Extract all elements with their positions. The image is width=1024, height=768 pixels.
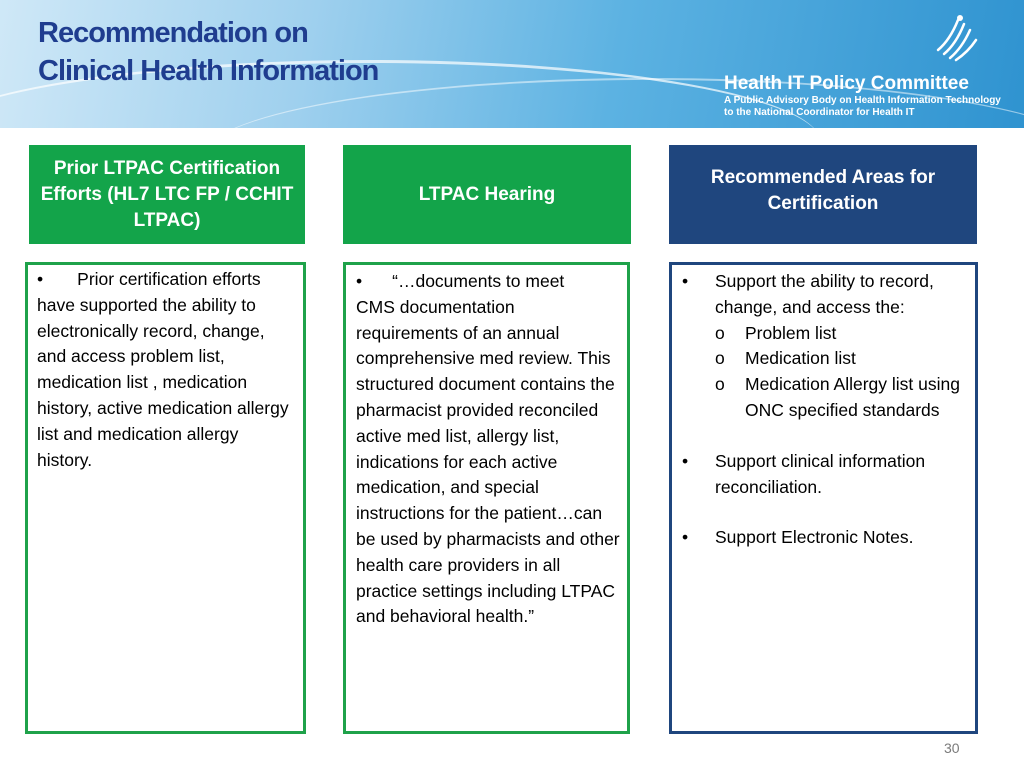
bullet: • (682, 527, 689, 548)
org-block (724, 73, 1001, 119)
title-line-1: Recommendation on (38, 17, 308, 49)
spacer (682, 424, 969, 449)
sub-list-item-text: Problem list (745, 322, 837, 343)
quote-first-line: “…documents to meet (392, 271, 565, 291)
sub-list-item-text: Medication list (745, 348, 856, 369)
list-item (356, 269, 621, 295)
column-heading-recommended-areas: Recommended Areas for Certification (669, 145, 977, 244)
list-item-text: Support the ability to record, change, and access the: (715, 271, 934, 317)
quote-text: CMS documentation requirements of an annual comprehensive med review. This structured document contains the pharmacist provided reconciled active med list, allergy list, indications for each active medication, and special instructions for the patient…can be used by pharmacists and other health care providers in all practice settings including LTPAC and behavioral health.” (356, 296, 620, 627)
bullet: • (37, 269, 44, 289)
list-item-text: Support Electronic Notes. (715, 527, 914, 548)
bullet: • (356, 271, 363, 291)
bullet: • (682, 450, 689, 471)
sub-list-item (682, 321, 969, 347)
bullet: • (682, 271, 689, 291)
hhs-eagle-logo-icon (928, 10, 984, 66)
list-item (682, 449, 969, 501)
org-subtitle-2: to the National Coordinator for Health IT (724, 107, 915, 118)
list-item (682, 525, 969, 551)
spacer (682, 500, 969, 525)
column-heading-ltpac-hearing: LTPAC Hearing (343, 145, 631, 244)
sub-list-item-text: Medication Allergy list using ONC specified standards (745, 374, 960, 420)
page-number: 30 (944, 740, 960, 756)
org-name: Health IT Policy Committee (724, 73, 969, 94)
org-subtitle-1: A Public Advisory Body on Health Information Technology (724, 95, 1001, 106)
slide-title (38, 14, 378, 90)
column-heading-prior-ltpac: Prior LTPAC Certification Efforts (HL7 LTC FP / CCHIT LTPAC) (29, 145, 305, 244)
sub-list-item (682, 372, 969, 424)
sub-bullet: o (715, 348, 725, 369)
sub-bullet: o (715, 322, 725, 343)
title-line-2: Clinical Health Information (38, 55, 379, 87)
sub-bullet: o (715, 374, 725, 395)
list-item-text: Prior certification efforts have supported the ability to electronically record, change, and access problem list, medication list , medication history, active medication allergy list and medication allergy history. (37, 269, 289, 470)
list-item (37, 267, 297, 473)
sub-list-item (682, 346, 969, 372)
list-item (682, 269, 969, 321)
column-body-ltpac-hearing (343, 262, 630, 734)
column-body-prior-ltpac (25, 262, 306, 734)
list-item-text: Support clinical information reconciliation. (715, 450, 926, 497)
column-body-recommended-areas (669, 262, 978, 734)
